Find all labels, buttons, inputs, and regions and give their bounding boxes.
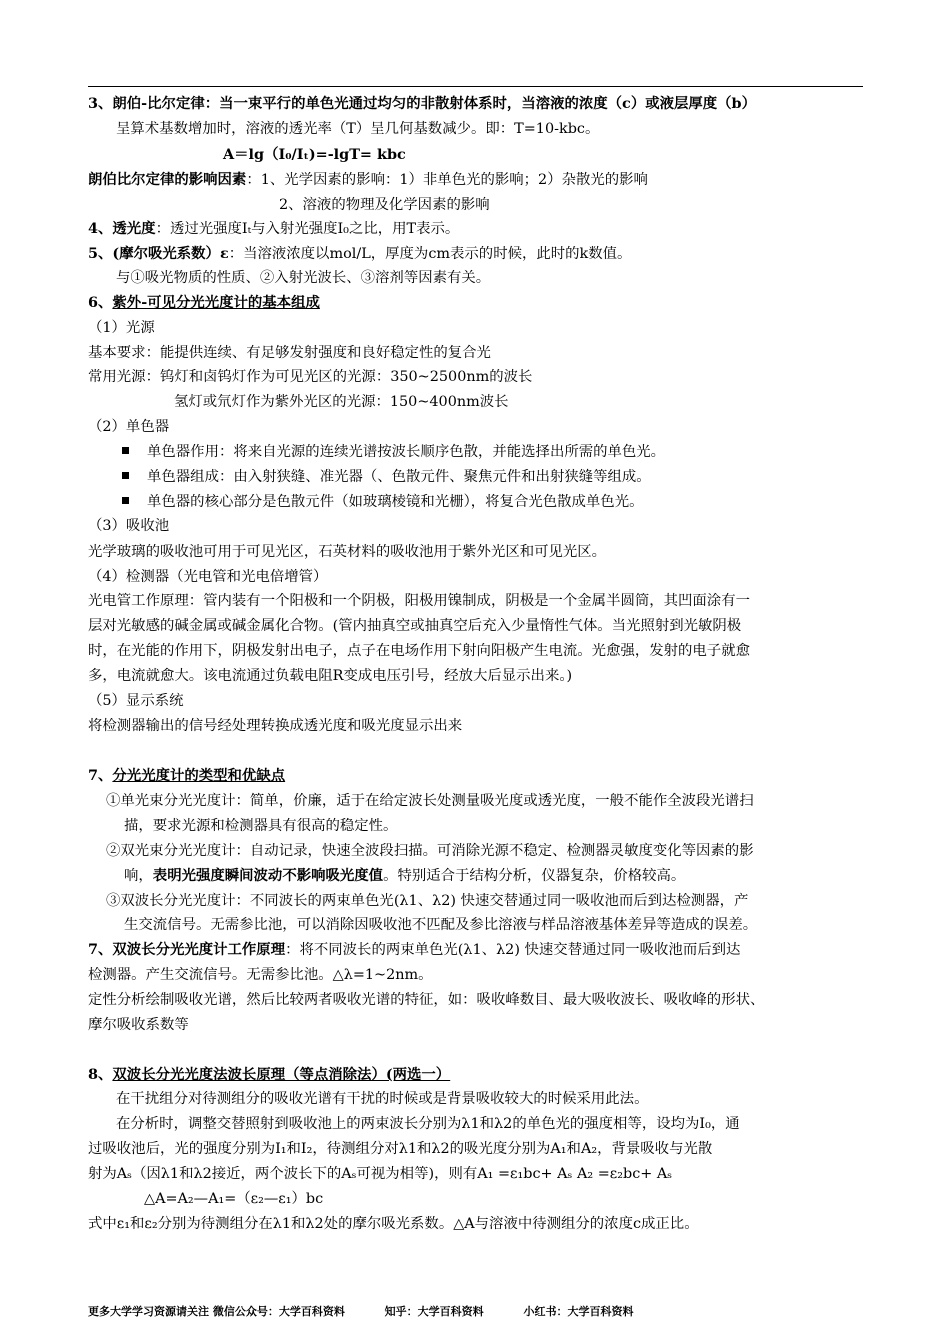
term: 5、(摩尔吸光系数）ε	[88, 245, 229, 262]
text-run: 。特别适合于结构分析，仪器复杂，价格较高。	[383, 868, 686, 884]
formula: △A=A₂—A₁=（ε₂—ε₁）bc	[144, 1191, 324, 1207]
section-heading	[88, 766, 285, 786]
text-line: 时，在光能的作用下，阴极发射出电子，点子在电场作用下射向阳极产生电流。光愈强，发射的电子就愈	[88, 643, 750, 659]
list-item-text: 单色器组成：由入射狭缝、准光器（、色散元件、聚焦元件和出射狭缝等组成。	[147, 469, 651, 485]
definition: ：当溶液浓度以mol/L，厚度为cm表示的时候，此时的k数值。	[228, 246, 632, 262]
text-line: 生交流信号。无需参比池，可以消除因吸收池不匹配及参比溶液与样品溶液基体差异等造成的误差。	[124, 917, 758, 933]
text-line: 射为Aₛ（因λ1和λ2接近，两个波长下的Aₛ可视为相等)，则有A₁ =ε₁bc+ Aₛ A₂ =ε₂bc+ Aₛ	[88, 1166, 673, 1182]
list-item-text: 单色器的核心部分是色散元件（如玻璃棱镜和光栅），将复合光色散成单色光。	[147, 494, 644, 510]
section-heading	[88, 1065, 450, 1085]
list-item	[122, 442, 665, 462]
text-line: 在干扰组分对待测组分的吸收光谱有干扰的时候或是背景吸收较大的时候采用此法。	[116, 1091, 649, 1107]
text-line: 在分析时，调整交替照射到吸收池上的两束波长分别为λ1和λ2的单色光的强度相等，设均为I₀，通	[116, 1116, 740, 1132]
section-heading	[88, 293, 320, 313]
text-line	[88, 219, 459, 239]
subheading: （1）光源	[88, 320, 155, 336]
text-line: ①单光束分光光度计：简单，价廉，适于在给定波长处测量吸光度或透光度，一般不能作全波段光谱扫	[106, 793, 754, 809]
text-line: 检测器。产生交流信号。无需参比池。△λ=1~2nm。	[88, 967, 433, 983]
subheading: （2）单色器	[88, 419, 170, 435]
bullet-icon	[122, 472, 129, 479]
text-line	[88, 244, 631, 264]
section-heading: 3、朗伯-比尔定律：当一束平行的单色光通过均匀的非散射体系时，当溶液的浓度（c）或液层厚度（b）	[88, 95, 757, 112]
term: 朗伯比尔定律的影响因素	[88, 171, 247, 188]
text-line: ②双光束分光光度计：自动记录，快速全波段扫描。可消除光源不稳定、检测器灵敏度变化等因素的影	[106, 843, 754, 859]
text-line	[88, 940, 740, 960]
text-line: 呈算术基数增加时，溶液的透光率（T）呈几何基数减少。即：T=10-kbc。	[116, 121, 600, 137]
section-title: 分光光度计的类型和优缺点	[112, 767, 286, 784]
footer-wechat: 更多大学学习资源请关注 微信公众号：大学百科资料	[88, 1305, 345, 1318]
text-line: 2、溶液的物理及化学因素的影响	[279, 197, 490, 213]
section-title: 紫外-可见分光光度计的基本组成	[112, 294, 320, 311]
term: 7、双波长分光光度计工作原理	[88, 941, 286, 958]
text-run: 响，	[124, 868, 153, 884]
definition: ：透过光强度Iₜ与入射光强度I₀之比，用T表示。	[155, 221, 460, 237]
section-title: 双波长分光光度法波长原理（等点消除法）(两选一）	[112, 1066, 451, 1083]
text-line: 描，要求光源和检测器具有很高的稳定性。	[124, 818, 398, 834]
subheading: （5）显示系统	[88, 693, 184, 709]
definition: ：将不同波长的两束单色光(λ1、λ2) 快速交替通过同一吸收池而后到达	[285, 942, 741, 958]
text-line: 式中ε₁和ε₂分别为待测组分在λ1和λ2处的摩尔吸光系数。△A与溶液中待测组分的浓度c成正比。	[88, 1216, 699, 1232]
text-line: 过吸收池后，光的强度分别为I₁和I₂，待测组分对λ1和λ2的吸光度分别为A₁和A₂，背景吸收与光散	[88, 1141, 713, 1157]
text-line: 摩尔吸收系数等	[88, 1017, 189, 1033]
text-line: 定性分析绘制吸收光谱，然后比较两者吸收光谱的特征，如：吸收峰数目、最大吸收波长、吸收峰的形状、	[88, 992, 765, 1008]
text-line: 光学玻璃的吸收池可用于可见光区，石英材料的吸收池用于紫外光区和可见光区。	[88, 544, 607, 560]
text-line: ③双波长分光光度计：不同波长的两束单色光(λ1、λ2) 快速交替通过同一吸收池而后到达检测器，产	[106, 893, 749, 909]
bullet-icon	[122, 497, 129, 504]
text-line	[88, 170, 648, 190]
formula: A＝lg（I₀/Iₜ)=-lgT= kbc	[223, 146, 406, 163]
section-number: 7、	[88, 767, 113, 784]
bullet-icon	[122, 447, 129, 454]
text-line: 基本要求：能提供连续、有足够发射强度和良好稳定性的复合光	[88, 345, 491, 361]
term: 4、透光度	[88, 220, 156, 237]
list-item	[122, 467, 651, 487]
text-line: 将检测器输出的信号经处理转换成透光度和吸光度显示出来	[88, 718, 463, 734]
definition: ：1、光学因素的影响：1）非单色光的影响；2）杂散光的影响	[246, 172, 648, 188]
list-item	[122, 492, 643, 512]
subheading: （4）检测器（光电管和光电倍增管）	[88, 569, 328, 585]
page-footer	[88, 1303, 670, 1319]
subheading: （3）吸收池	[88, 518, 170, 534]
section-number: 8、	[88, 1066, 113, 1083]
footer-zhihu: 知乎：大学百科资料	[384, 1305, 484, 1318]
list-item-text: 单色器作用：将来自光源的连续光谱按波长顺序色散，并能选择出所需的单色光。	[147, 444, 666, 460]
text-line: 常用光源：钨灯和卤钨灯作为可见光区的光源：350~2500nm的波长	[88, 369, 533, 385]
text-line: 与①吸光物质的性质、②入射光波长、③溶剂等因素有关。	[116, 270, 491, 286]
text-line: 氢灯或氘灯作为紫外光区的光源：150~400nm波长	[174, 394, 509, 410]
text-line	[124, 866, 685, 886]
header-rule	[88, 86, 863, 87]
emphasis: 表明光强度瞬间波动不影响吸光度值	[152, 867, 384, 884]
footer-xiaohongshu: 小红书：大学百科资料	[523, 1305, 634, 1318]
section-number: 6、	[88, 294, 113, 311]
text-line: 多，电流就愈大。该电流通过负载电阻R变成电压引号，经放大后显示出来。)	[88, 668, 573, 684]
text-line	[88, 94, 756, 114]
text-line: 层对光敏感的碱金属或碱金属化合物。(管内抽真空或抽真空后充入少量惰性气体。当光照射到光敏阴极	[88, 618, 742, 634]
text-line: 光电管工作原理：管内装有一个阳极和一个阴极，阳极用镍制成，阴极是一个金属半圆筒，其凹面涂有一	[88, 593, 750, 609]
